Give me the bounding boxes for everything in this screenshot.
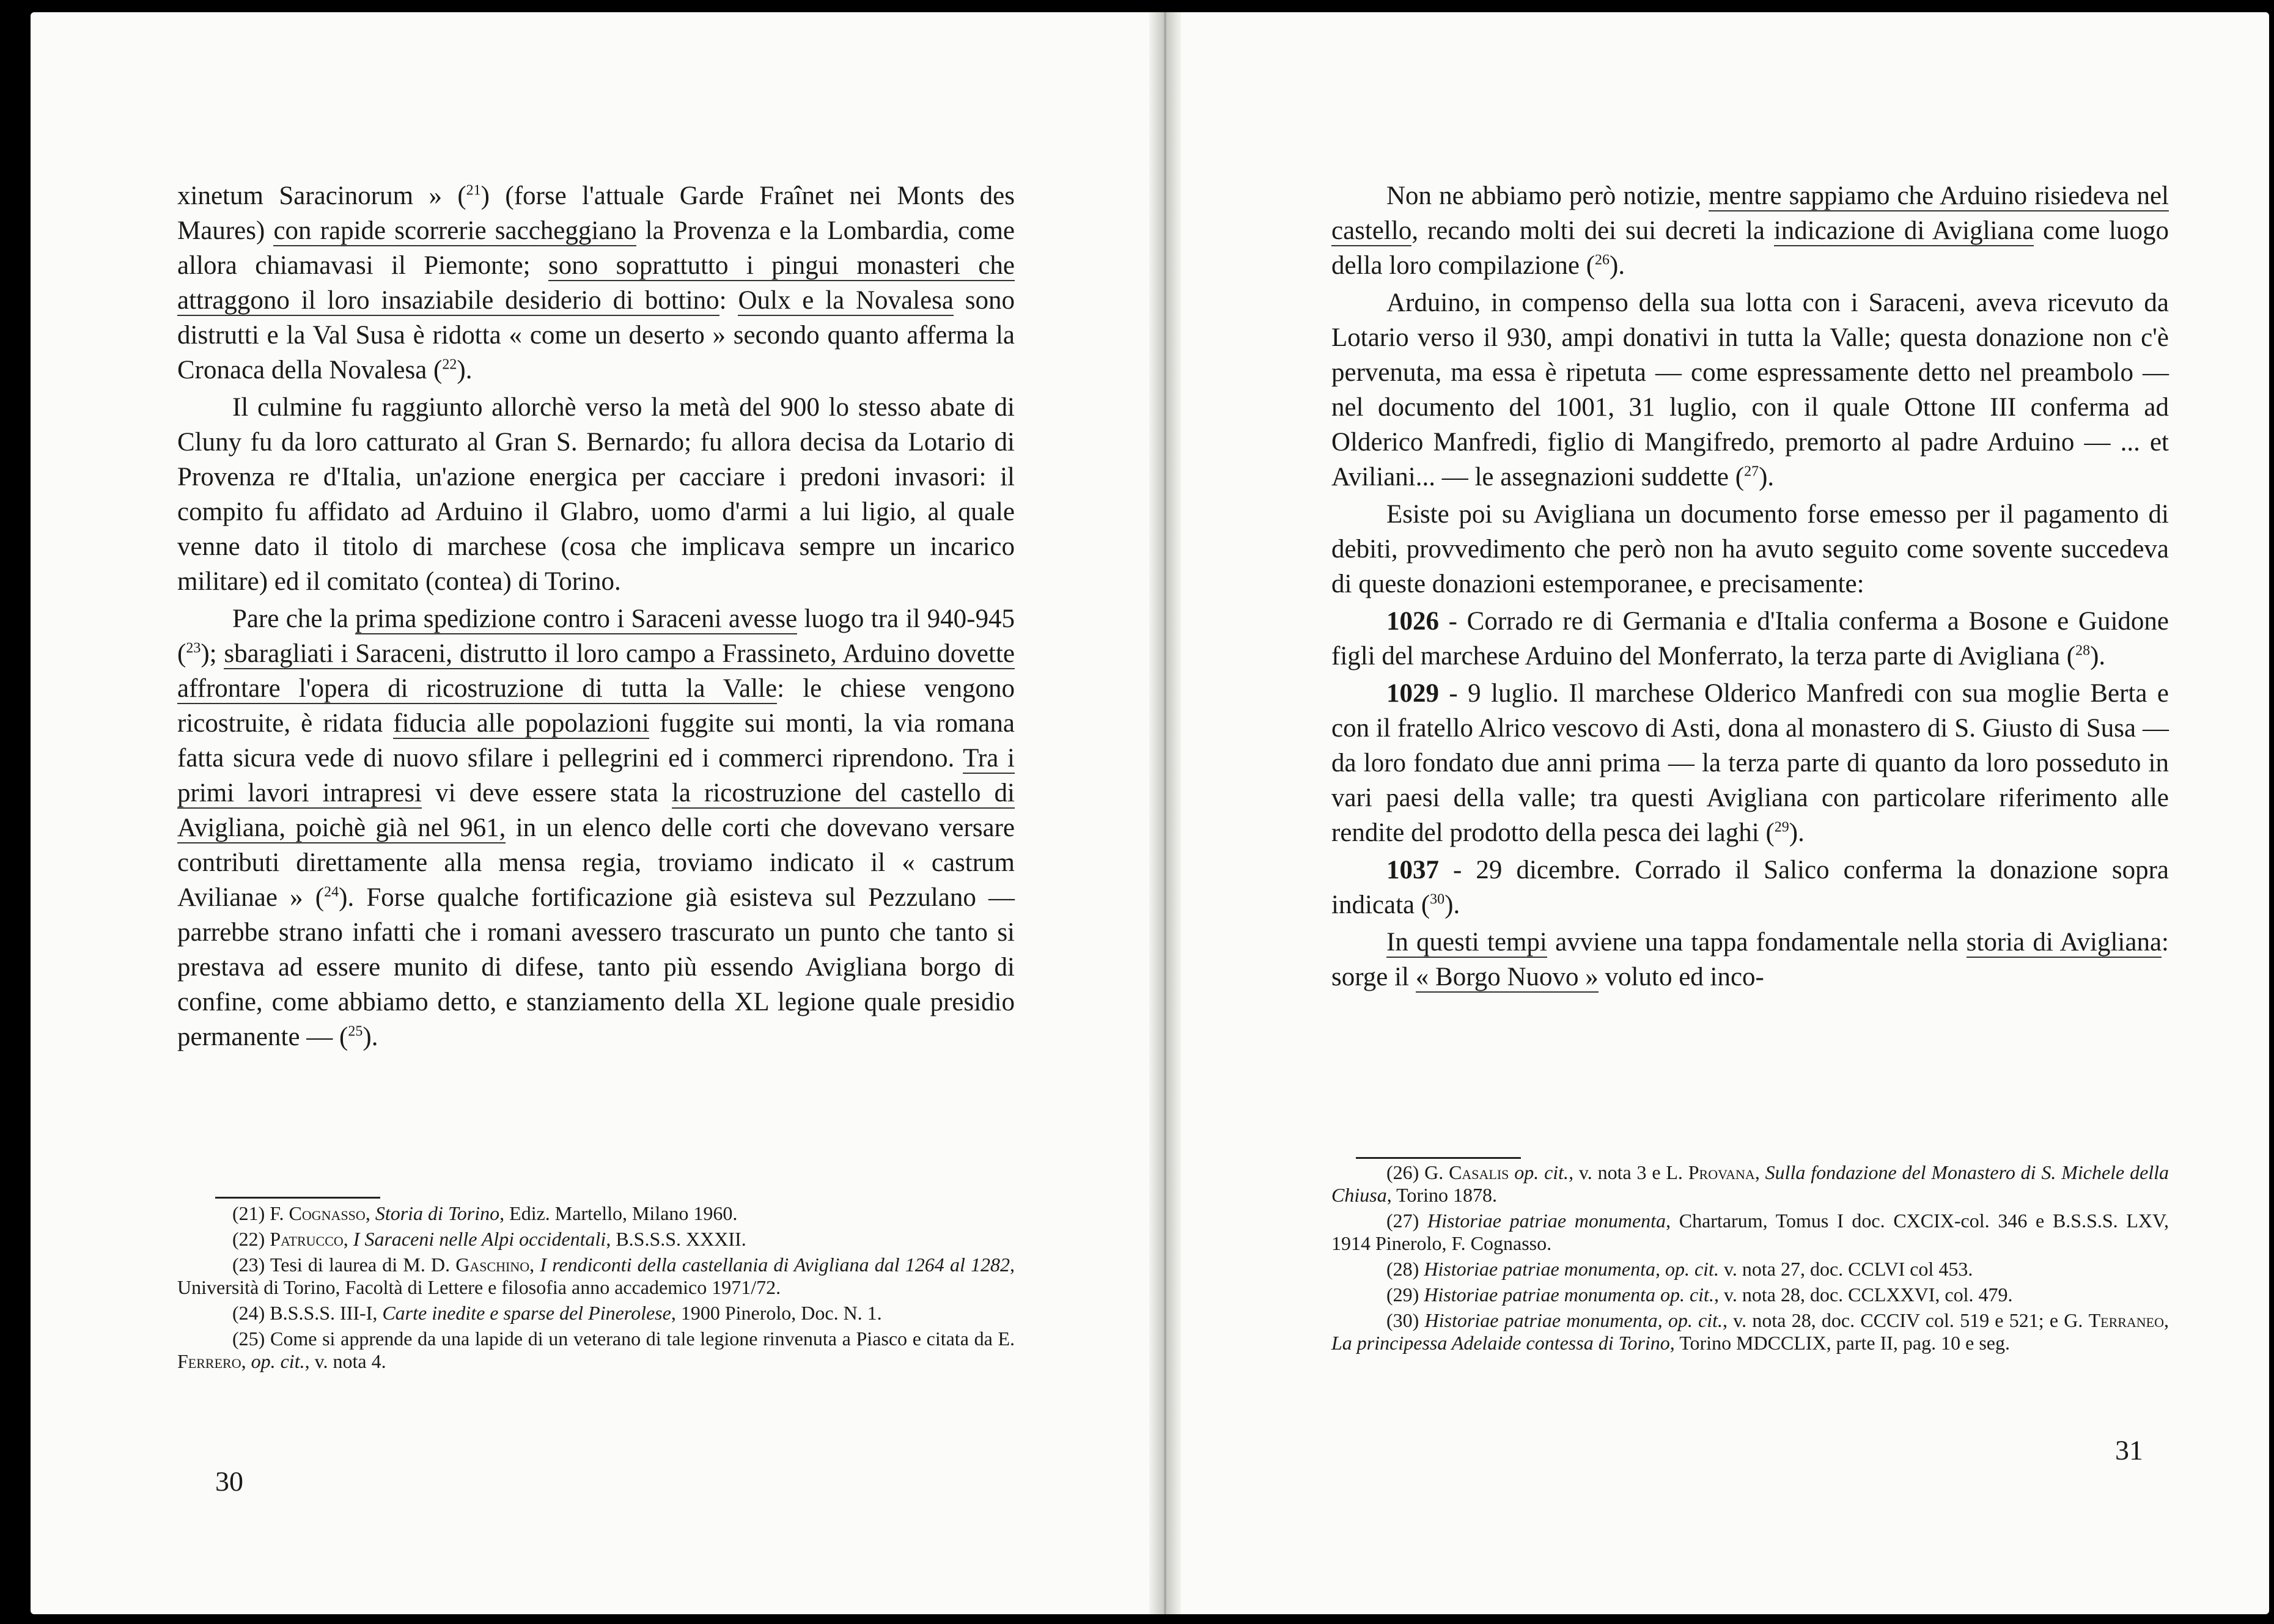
- author-name: Casalis: [1449, 1161, 1509, 1183]
- text-run: Arduino, in compenso della sua lotta con i Saraceni, aveva ricevuto da Lotario verso il 930, ampi donativi in tutta la Valle; questa donazione non c'è pervenuta, ma essa è ripetuta — come espressamente detto nel preambolo — nel documento del 1001, 31 luglio, con il quale Ottone III conferma ad Olderico Manfredi, figlio di Mangifredo, premorto al padre Arduino — ... et Aviliani... — le assegnazioni suddette (: [1331, 288, 2169, 491]
- text-run: , recando molti dei sui decreti la: [1411, 216, 1774, 245]
- text-run: la Provenza e la Lombardia, come allora chiamavasi il Piemonte;: [177, 216, 1015, 280]
- footnote-ref: 23: [186, 640, 201, 656]
- book-gutter: [1149, 12, 1181, 1614]
- left-footnote-rule: [215, 1197, 380, 1199]
- text-run: sono distrutti e la Val Susa è ridotta « come un deserto » secondo quanto afferma la Cronaca della Novalesa (: [177, 286, 1015, 384]
- text-run: v. nota 27, doc. CCLVI col 453.: [1718, 1258, 1973, 1280]
- italic-title: Historiae patriae monumenta op. cit.: [1424, 1284, 1714, 1306]
- text-run: );: [201, 639, 224, 668]
- underlined-text: storia di Avigliana: [1966, 928, 2162, 957]
- underlined-text: sbaragliati i Saraceni, distrutto il loro campo a Frassineto, Arduino dovette affrontare l'opera di ricostruzione di tutta la Valle: [177, 639, 1015, 703]
- text-run: (22): [232, 1228, 270, 1250]
- text-run: , Torino 1878.: [1386, 1184, 1497, 1206]
- text-run: ) (forse l'attuale Garde Fraînet nei Monts des Maures): [177, 182, 1015, 245]
- text-run: ,: [2164, 1309, 2169, 1331]
- footnote-ref: 29: [1774, 819, 1789, 836]
- footnote-ref: 30: [1430, 891, 1445, 908]
- text-run: (24) B.S.S.S. III-I,: [232, 1302, 383, 1324]
- text-run: Esiste poi su Avigliana un documento forse emesso per il pagamento di debiti, provvedimento che però non ha avuto seguito come sovente succedeva di queste donazioni estemporanee, e precisamente:: [1331, 500, 2169, 598]
- text-run: , B.S.S.S. XXXII.: [606, 1228, 746, 1250]
- paragraph: [177, 601, 1015, 1054]
- italic-title: op. cit.: [1514, 1161, 1569, 1183]
- text-run: avviene una tappa fondamentale nella: [1547, 928, 1967, 957]
- text-run: ).: [2090, 642, 2106, 671]
- text-run: ,: [241, 1350, 251, 1372]
- footnote: [177, 1228, 1015, 1251]
- italic-title: Historiae patriae monumenta, op. cit.: [1424, 1258, 1719, 1280]
- text-run: - 29 dicembre. Corrado il Salico conferma la donazione sopra indicata (: [1331, 856, 2169, 919]
- text-run: - Corrado re di Germania e d'Italia conferma a Bosone e Guidone figli del marchese Arduino del Monferrato, la terza parte di Avigliana (: [1331, 607, 2169, 671]
- footnote-ref: 25: [348, 1023, 363, 1040]
- text-run: (25) Come si apprende da una lapide di un veterano di tale legione rinvenuta a Piasco e citata da E.: [232, 1328, 1015, 1350]
- paragraph: [1331, 853, 2169, 922]
- year-label: 1029: [1386, 679, 1439, 708]
- page-number-left: 30: [215, 1466, 243, 1497]
- italic-title: Carte inedite e sparse del Pinerolese: [382, 1302, 671, 1324]
- text-run: fuggite sui monti, la via romana fatta sicura vede di nuovo sfilare i pellegrini ed i commerci riprendono.: [177, 709, 1015, 773]
- footnote: [1331, 1161, 2169, 1207]
- footnote-ref: 27: [1744, 463, 1759, 480]
- paragraph: [1331, 925, 2169, 994]
- text-run: (30): [1386, 1309, 1425, 1331]
- text-run: ).: [457, 356, 473, 384]
- text-run: (23) Tesi di laurea di M. D.: [232, 1254, 456, 1276]
- author-name: Provana: [1688, 1161, 1755, 1183]
- text-run: [1509, 1161, 1514, 1183]
- author-name: Ferrero: [177, 1350, 241, 1372]
- text-run: ).: [1444, 891, 1460, 919]
- left-footnotes: [177, 1202, 1015, 1376]
- footnote: [177, 1254, 1015, 1299]
- text-run: come luogo della loro compilazione (: [1331, 216, 2169, 280]
- footnote: [177, 1328, 1015, 1373]
- text-run: Il culmine fu raggiunto allorchè verso la metà del 900 lo stesso abate di Cluny fu da loro catturato al Gran S. Bernardo; fu allora decisa da Lotario di Provenza re d'Italia, un'azione energica per cacciare i predoni invasori: il compito fu affidato ad Arduino il Glabro, uomo d'armi a lui ligio, al quale venne dato il titolo di marchese (cosa che implicava sempre un incarico militare) ed il comitato (contea) di Torino.: [177, 393, 1015, 596]
- paragraph: [1331, 676, 2169, 850]
- underlined-text: sono soprattutto i pingui monasteri che attraggono il loro insaziabile desiderio di bottino: [177, 251, 1015, 315]
- italic-title: I Saraceni nelle Alpi occidentali: [353, 1228, 606, 1250]
- author-name: Cognasso: [289, 1202, 366, 1224]
- text-run: Pare che la: [232, 604, 356, 633]
- footnote: [1331, 1309, 2169, 1354]
- text-run: ).: [1759, 463, 1775, 491]
- text-run: ,: [529, 1254, 540, 1276]
- text-run: , v. nota 4.: [304, 1350, 386, 1372]
- footnote: [177, 1302, 1015, 1325]
- text-run: , Torino MDCCLIX, parte II, pag. 10 e seg.: [1669, 1332, 2010, 1354]
- text-run: , v. nota 28, doc. CCCIV col. 519 e 521; e G.: [1723, 1309, 2089, 1331]
- text-run: vi deve essere stata: [422, 779, 672, 807]
- footnote-ref: 26: [1595, 252, 1610, 268]
- italic-title: I rendiconti della castellania di Avigliana dal 1264 al 1282: [540, 1254, 1010, 1276]
- text-run: (27): [1386, 1210, 1428, 1232]
- italic-title: Historiae patriae monumenta, op. cit.: [1424, 1309, 1723, 1331]
- paragraph: [1331, 178, 2169, 283]
- paragraph: [177, 390, 1015, 599]
- text-run: - 9 luglio. Il marchese Olderico Manfredi con sua moglie Berta e con il fratello Alrico vescovo di Asti, dona al monastero di S. Giusto di Susa — da loro fondato due anni prima — la terza parte di quanto da loro posseduto in vari paesi della valle; tra questi Avigliana con particolare riferimento alle rendite del prodotto della pesca dei laghi (: [1331, 679, 2169, 847]
- text-run: ).: [1789, 818, 1805, 847]
- paragraph: [1331, 285, 2169, 494]
- year-label: 1037: [1386, 856, 1439, 884]
- italic-title: Sulla fondazione del Monastero di S. Michele della Chiusa: [1331, 1161, 2169, 1206]
- text-run: ,: [365, 1202, 375, 1224]
- text-run: luogo tra il 940-945 (: [177, 604, 1015, 668]
- text-run: : le chiese vengono ricostruite, è ridata: [177, 674, 1015, 738]
- author-name: Gaschino: [455, 1254, 530, 1276]
- footnote: [177, 1202, 1015, 1225]
- right-body-text: [1331, 178, 2169, 997]
- text-run: : sorge il: [1331, 928, 2169, 991]
- author-name: Patrucco: [270, 1228, 344, 1250]
- footnote-ref: 21: [466, 182, 481, 199]
- text-run: (21) F.: [232, 1202, 289, 1224]
- italic-title: La principessa Adelaide contessa di Torino: [1331, 1332, 1670, 1354]
- text-run: :: [719, 286, 738, 315]
- footnote: [1331, 1284, 2169, 1306]
- text-run: , v. nota 28, doc. CCLXXVI, col. 479.: [1713, 1284, 2013, 1306]
- text-run: , Chartarum, Tomus I doc. CXCIX-col. 346 e B.S.S.S. LXV, 1914 Pinerolo, F. Cognasso.: [1331, 1210, 2169, 1254]
- underlined-text: indicazione di Avigliana: [1773, 216, 2034, 245]
- text-run: ,: [1754, 1161, 1765, 1183]
- paragraph: [1331, 497, 2169, 601]
- text-run: Non ne abbiamo però notizie,: [1386, 182, 1709, 210]
- year-label: 1026: [1386, 607, 1439, 636]
- text-run: , 1900 Pinerolo, Doc. N. 1.: [671, 1302, 882, 1324]
- footnote-ref: 28: [2075, 642, 2091, 659]
- text-run: ). Forse qualche fortificazione già esisteva sul Pezzulano — parrebbe strano infatti che i romani avessero trascurato un punto che tanto si prestava ad essere munito di difese, tanto più essendo Avigliana borgo di confine, come abbiamo detto, e stanziamento della XL legione quale presidio permanente — (: [177, 883, 1015, 1051]
- text-run: , Università di Torino, Facoltà di Lettere e filosofia anno accademico 1971/72.: [177, 1254, 1015, 1298]
- footnote: [1331, 1258, 2169, 1280]
- text-run: ).: [362, 1023, 378, 1051]
- italic-title: Storia di Torino: [375, 1202, 500, 1224]
- footnote-ref: 24: [324, 884, 339, 900]
- italic-title: Historiae patriae monumenta: [1427, 1210, 1666, 1232]
- underlined-text: con rapide scorrerie saccheggiano: [273, 216, 637, 245]
- text-run: xinetum Saracinorum » (: [177, 182, 466, 210]
- paragraph: [177, 178, 1015, 388]
- right-footnotes: [1331, 1161, 2169, 1358]
- underlined-text: In questi tempi: [1386, 928, 1547, 957]
- text-run: ,: [343, 1228, 353, 1250]
- left-body-text: [177, 178, 1015, 1057]
- text-run: , Ediz. Martello, Milano 1960.: [499, 1202, 738, 1224]
- text-run: (28): [1386, 1258, 1424, 1280]
- author-name: Terraneo: [2088, 1309, 2165, 1331]
- text-run: (29): [1386, 1284, 1424, 1306]
- underlined-text: Tra i primi lavori intrapresi: [177, 744, 1015, 807]
- footnote: [1331, 1210, 2169, 1255]
- underlined-text: Oulx e la Novalesa: [738, 286, 954, 315]
- underlined-text: prima spedizione contro i Saraceni avesse: [355, 604, 798, 633]
- page-number-right: 31: [2115, 1435, 2143, 1466]
- paragraph: [1331, 604, 2169, 674]
- footnote-ref: 22: [442, 356, 457, 373]
- text-run: , v. nota 3 e L.: [1569, 1161, 1688, 1183]
- text-run: (26) G.: [1386, 1161, 1449, 1183]
- text-run: ).: [1610, 251, 1625, 280]
- underlined-text: « Borgo Nuovo »: [1415, 963, 1599, 991]
- italic-title: op. cit.: [251, 1350, 305, 1372]
- text-run: voluto ed inco-: [1598, 963, 1764, 991]
- underlined-text: mentre sappiamo che Arduino risiedeva nel castello: [1331, 182, 2169, 245]
- right-footnote-rule: [1356, 1157, 1521, 1159]
- underlined-text: la ricostruzione del castello di Avigliana, poichè già nel 961,: [177, 779, 1015, 842]
- underlined-text: fiducia alle popolazioni: [393, 709, 649, 738]
- text-run: in un elenco delle corti che dovevano versare contributi direttamente alla mensa regia, troviamo indicato il « castrum Avilianae » (: [177, 814, 1015, 912]
